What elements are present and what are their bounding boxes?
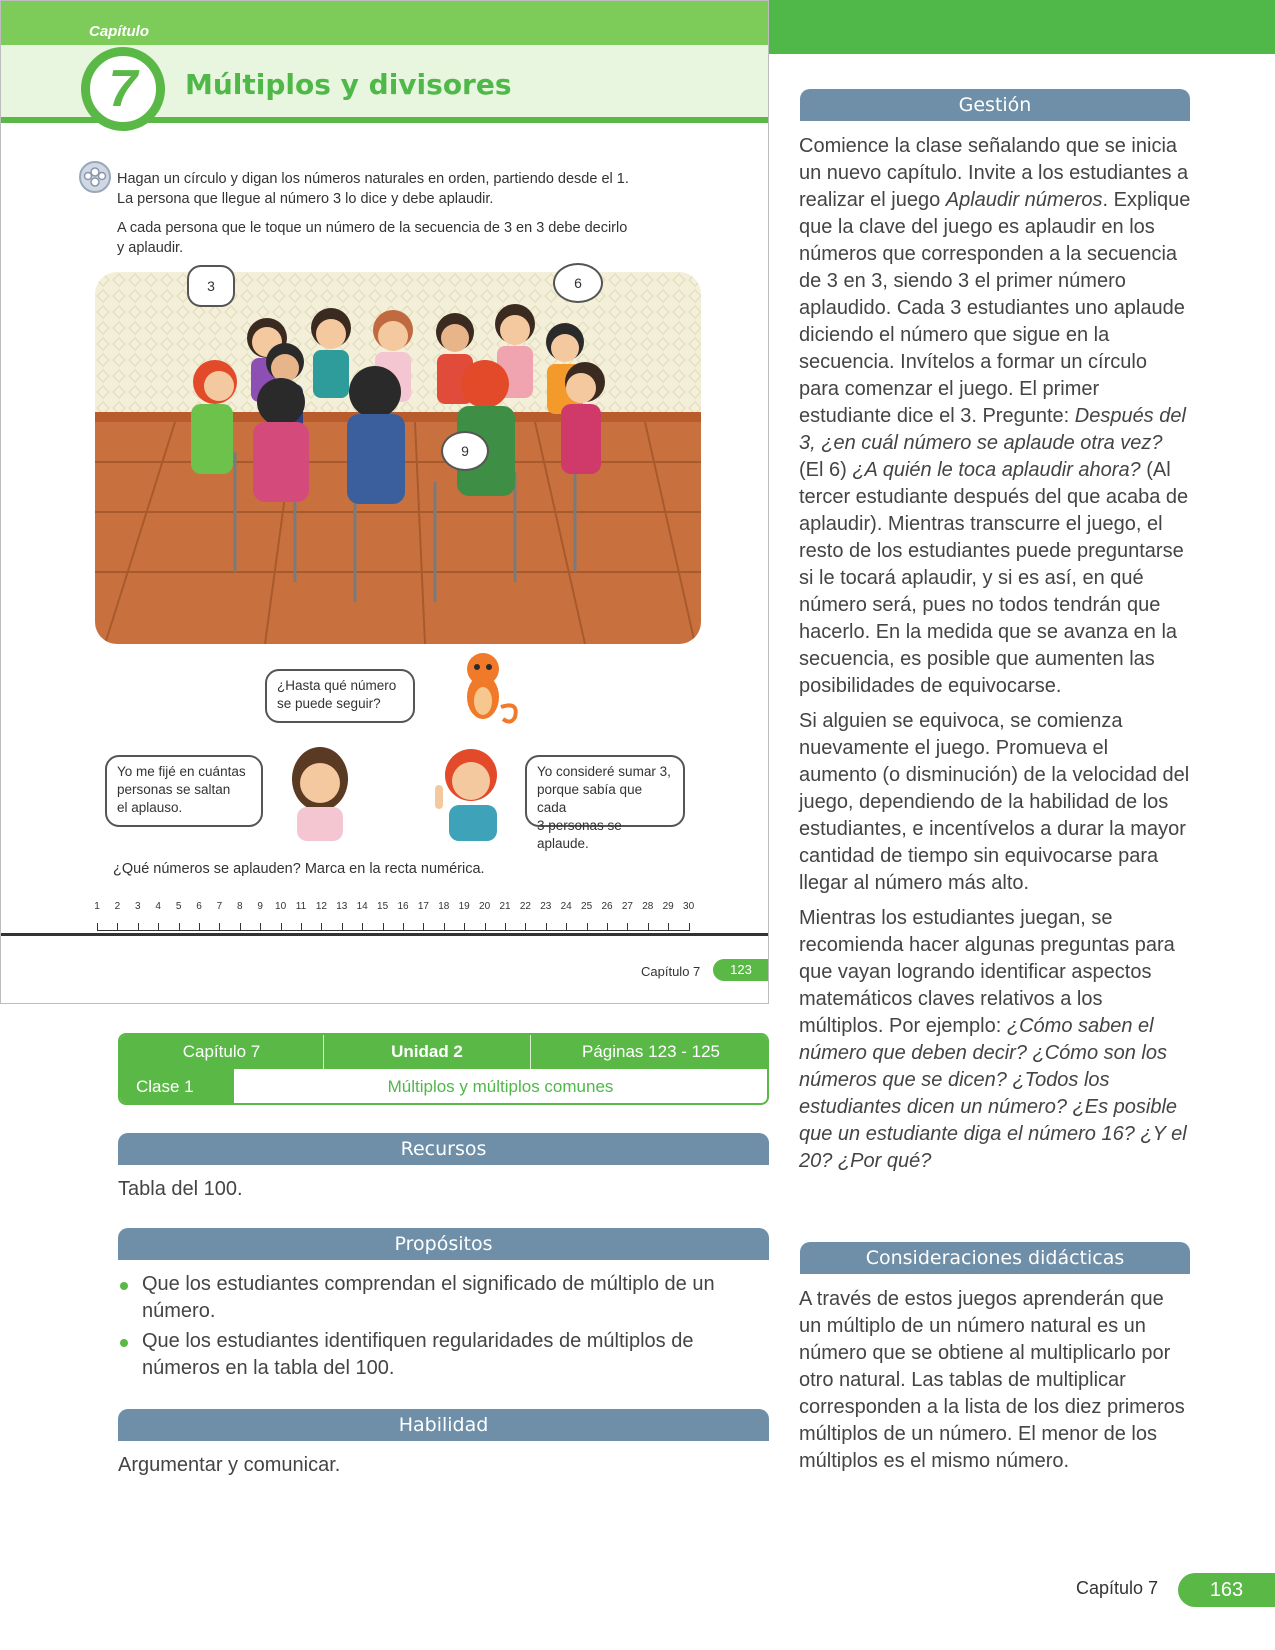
numberline-label: 11 xyxy=(295,901,307,912)
student-book-page xyxy=(0,0,769,1004)
numberline-label: 3 xyxy=(135,901,141,912)
numberline-label: 25 xyxy=(581,901,593,912)
footer-chapter: Capítulo 7 xyxy=(1076,1578,1159,1598)
numberline-label: 10 xyxy=(275,901,287,912)
boy-character xyxy=(431,745,507,841)
bullet-icon xyxy=(120,1339,128,1347)
habilidad-heading: Habilidad xyxy=(118,1409,769,1441)
numberline-label: 13 xyxy=(336,901,348,912)
instruction-line: Hagan un círculo y digan los números naturales en orden, partiendo desde el 1. xyxy=(117,171,629,187)
numberline-label: 8 xyxy=(237,901,243,912)
consideraciones-text: A través de estos juegos aprenderán que un múltiplo de un número natural es un número que se obtiene al multiplicarlo por otro natural. Las tablas de multiplicar corresponden a la lista de los diez primeros múltiplos de un número. El menor de los múltiplos es el mismo número. xyxy=(799,1288,1185,1472)
numberline-label: 5 xyxy=(175,901,182,912)
numberline-label: 9 xyxy=(257,901,263,912)
propositos-list xyxy=(118,1271,728,1385)
recursos-text: Tabla del 100. xyxy=(118,1178,243,1200)
numberline-label: 26 xyxy=(601,901,613,912)
boy-speech-bubble: Yo consideré sumar 3, porque sabía que cada 3 personas se aplaude. xyxy=(525,755,685,827)
lesson-info-table xyxy=(118,1033,769,1105)
chapter-label: Capítulo xyxy=(89,23,149,40)
numberline-label: 23 xyxy=(540,901,552,912)
girl-speech-bubble: Yo me fijé en cuántas personas se saltan el aplauso. xyxy=(105,755,263,827)
numberline-label: 4 xyxy=(155,901,161,912)
habilidad-text: Argumentar y comunicar. xyxy=(118,1454,341,1476)
numberline-label: 7 xyxy=(216,901,223,912)
numberline-label: 12 xyxy=(315,901,327,912)
gestion-heading: Gestión xyxy=(800,89,1190,121)
speech-bubble-3: 3 xyxy=(187,265,235,307)
list-item: Que los estudiantes identifiquen regularidades de múltiplos de números en la tabla del 100. xyxy=(118,1328,728,1382)
gestion-paragraph: Comience la clase señalando que se inicia un nuevo capítulo. Invite a los estudiantes a realizar el juego Aplaudir números. Explique que la clave del juego es aplaudir en los números que corresponden a la secuencia de 3 en 3, siendo 3 el primer número aplaudido. Cada 3 estudiantes uno aplaude diciendo el número que sigue en la secuencia. Invítelos a formar un círculo para comenzar el juego. El primer estudiante dice el 3. Pregunte: Después del 3, ¿en cuál número se aplaude otra vez? (El 6) ¿A quién le toca aplaudir ahora? (Al tercer estudiante después del que acaba de aplaudir). Mientras transcurre el juego, el resto de los estudiantes puede preguntarse si le tocará aplaudir, y si es así, en qué número será, pues no todos tendrán que hacerlo. En la medida que se avanza en la secuencia, es posible que aumenten las posibilidades de equivocarse. xyxy=(799,135,1191,697)
numberline-label: 28 xyxy=(642,901,654,912)
numberline-label: 20 xyxy=(479,901,491,912)
instruction-line: A cada persona que le toque un número de la secuencia de 3 en 3 debe decirlo xyxy=(117,220,628,236)
consideraciones-heading: Consideraciones didácticas xyxy=(800,1242,1190,1274)
numberline-label: 14 xyxy=(356,901,368,912)
monkey-character xyxy=(449,647,529,727)
numberline-label: 6 xyxy=(196,901,202,912)
numberline-label: 17 xyxy=(417,901,429,912)
info-paginas: Páginas 123 - 125 xyxy=(582,1042,720,1061)
info-unidad: Unidad 2 xyxy=(324,1035,531,1069)
thought-bubble-9: 9 xyxy=(441,431,489,471)
monkey-question-bubble: ¿Hasta qué número se puede seguir? xyxy=(265,669,415,723)
info-capitulo: Capítulo 7 xyxy=(120,1035,324,1069)
page-bottom-rule xyxy=(1,933,769,936)
numberline-label: 16 xyxy=(397,901,409,912)
numberline-question: ¿Qué números se aplauden? Marca en la recta numérica. xyxy=(113,861,485,877)
group-activity-icon xyxy=(79,161,111,193)
numberline-label: 30 xyxy=(683,901,695,912)
numberline-label: 2 xyxy=(114,901,121,912)
instruction-line: La persona que llegue al número 3 lo dice y debe aplaudir. xyxy=(117,191,494,207)
footer-page-number: 163 xyxy=(1178,1573,1275,1607)
instruction-line: y aplaudir. xyxy=(117,240,184,256)
numberline-label: 21 xyxy=(499,901,511,912)
propositos-heading: Propósitos xyxy=(118,1228,769,1260)
numberline-label: 24 xyxy=(560,901,572,912)
gestion-paragraph: Si alguien se equivoca, se comienza nuevamente el juego. Promueva el aumento (o disminución) de la velocidad del juego, dependiendo de la habilidad de los estudiantes, e incentívelos a durar la mayor cantidad de tiempo sin equivocarse para llegar al número más alto. xyxy=(799,710,1190,894)
numberline-label: 27 xyxy=(621,901,633,912)
gestion-text xyxy=(799,133,1191,1183)
numberline-label: 29 xyxy=(662,901,674,912)
info-topic: Múltiplos y múltiplos comunes xyxy=(387,1077,614,1096)
info-table-row xyxy=(120,1069,767,1105)
gestion-paragraph: Mientras los estudiantes juegan, se recomienda hacer algunas preguntas para que vayan logrando identificar aspectos matemáticos claves relativos a los múltiplos. Por ejemplo: ¿Cómo saben el número que deben decir? ¿Cómo son los números que se dicen? ¿Todos los estudiantes dicen un número? ¿Es posible que un estudiante diga el número 16? ¿Y el 20? ¿Por qué? xyxy=(799,907,1187,1172)
classroom-illustration xyxy=(95,272,701,644)
recursos-heading: Recursos xyxy=(118,1133,769,1165)
numberline-label: 22 xyxy=(519,901,531,912)
list-item: Que los estudiantes comprendan el significado de múltiplo de un número. xyxy=(118,1271,728,1325)
numberline-label: 18 xyxy=(438,901,450,912)
chapter-number-badge: 7 xyxy=(81,47,165,131)
info-table-header-row xyxy=(120,1035,767,1069)
student-footer-page: 123 xyxy=(713,959,769,981)
numberline-axis xyxy=(97,930,690,931)
info-clase: Clase 1 xyxy=(120,1069,234,1105)
numberline-label: 1 xyxy=(94,901,100,912)
numberline-label: 15 xyxy=(377,901,389,912)
bullet-icon xyxy=(120,1282,128,1290)
student-footer-chapter: Capítulo 7 xyxy=(641,964,701,979)
thought-bubble-6: 6 xyxy=(553,263,603,303)
numberline-label: 19 xyxy=(458,901,470,912)
chapter-title: Múltiplos y divisores xyxy=(185,68,512,101)
girl-character xyxy=(285,745,355,841)
